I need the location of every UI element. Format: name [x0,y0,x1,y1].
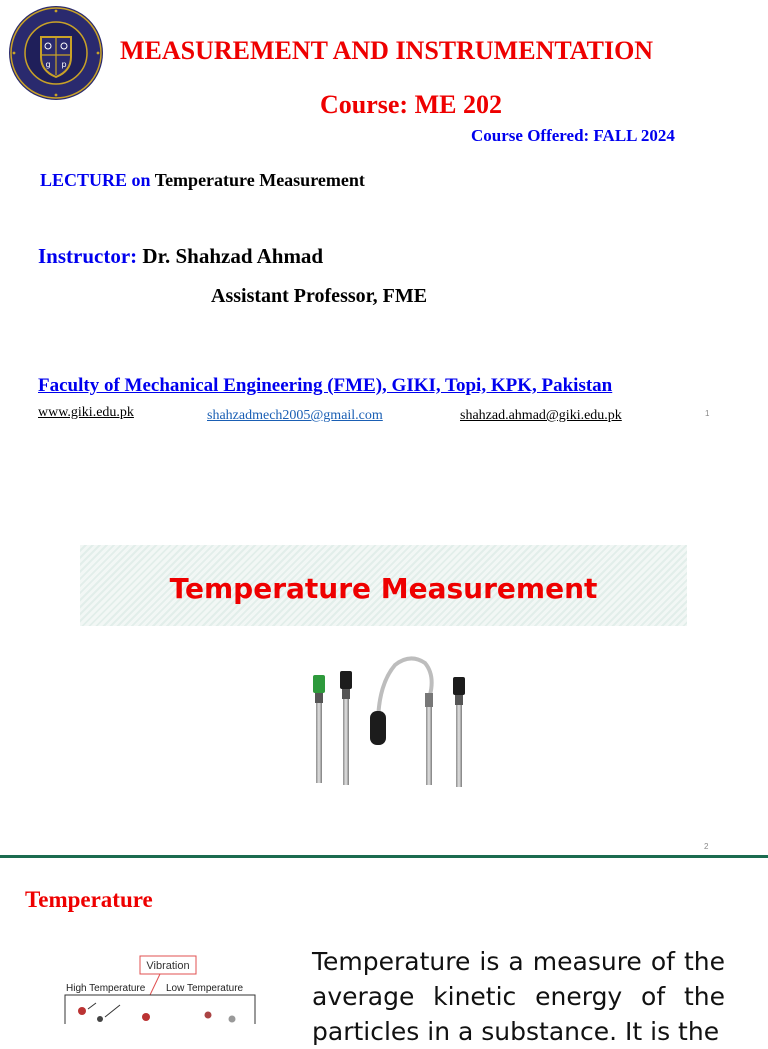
instructor-label: Instructor: [38,244,138,268]
temperature-probes-image [260,645,510,803]
slide-number: 1 [705,409,710,418]
lecture-prefix: LECTURE on [40,170,151,190]
temperature-definition: Temperature is a measure of the average kinetic energy of the particles in a substance. It is the [312,947,725,1046]
slide-number: 2 [704,842,709,851]
faculty-link[interactable]: Faculty of Mechanical Engineering (FME), GIKI, Topi, KPK, Pakistan [38,375,613,396]
section-heading: Temperature [25,887,153,912]
personal-email-link[interactable]: shahzadmech2005@gmail.com [207,408,383,423]
website-link[interactable]: www.giki.edu.pk [38,405,134,420]
official-email-link[interactable]: shahzad.ahmad@giki.edu.pk [460,408,622,423]
institute-logo [8,5,104,101]
course-code: Course: ME 202 [320,90,502,119]
title-banner [80,545,687,626]
svg-text:g: g [45,60,51,69]
high-temperature-label: High Temperature [66,983,146,994]
slide-divider [0,855,768,858]
slide-title: Temperature Measurement [169,572,598,605]
instructor-designation: Assistant Professor, FME [211,285,428,307]
instructor-name: Dr. Shahzad Ahmad [142,244,324,268]
course-title: MEASUREMENT AND INSTRUMENTATION [120,36,654,65]
svg-text:p: p [61,60,67,69]
lecture-topic: Temperature Measurement [154,170,365,190]
course-offered: Course Offered: FALL 2024 [471,126,675,145]
instructor-line [38,244,323,269]
low-temperature-label: Low Temperature [166,983,244,994]
lecture-line [40,170,365,191]
molecular-vibration-diagram [60,955,260,1024]
vibration-label: Vibration [146,960,190,972]
